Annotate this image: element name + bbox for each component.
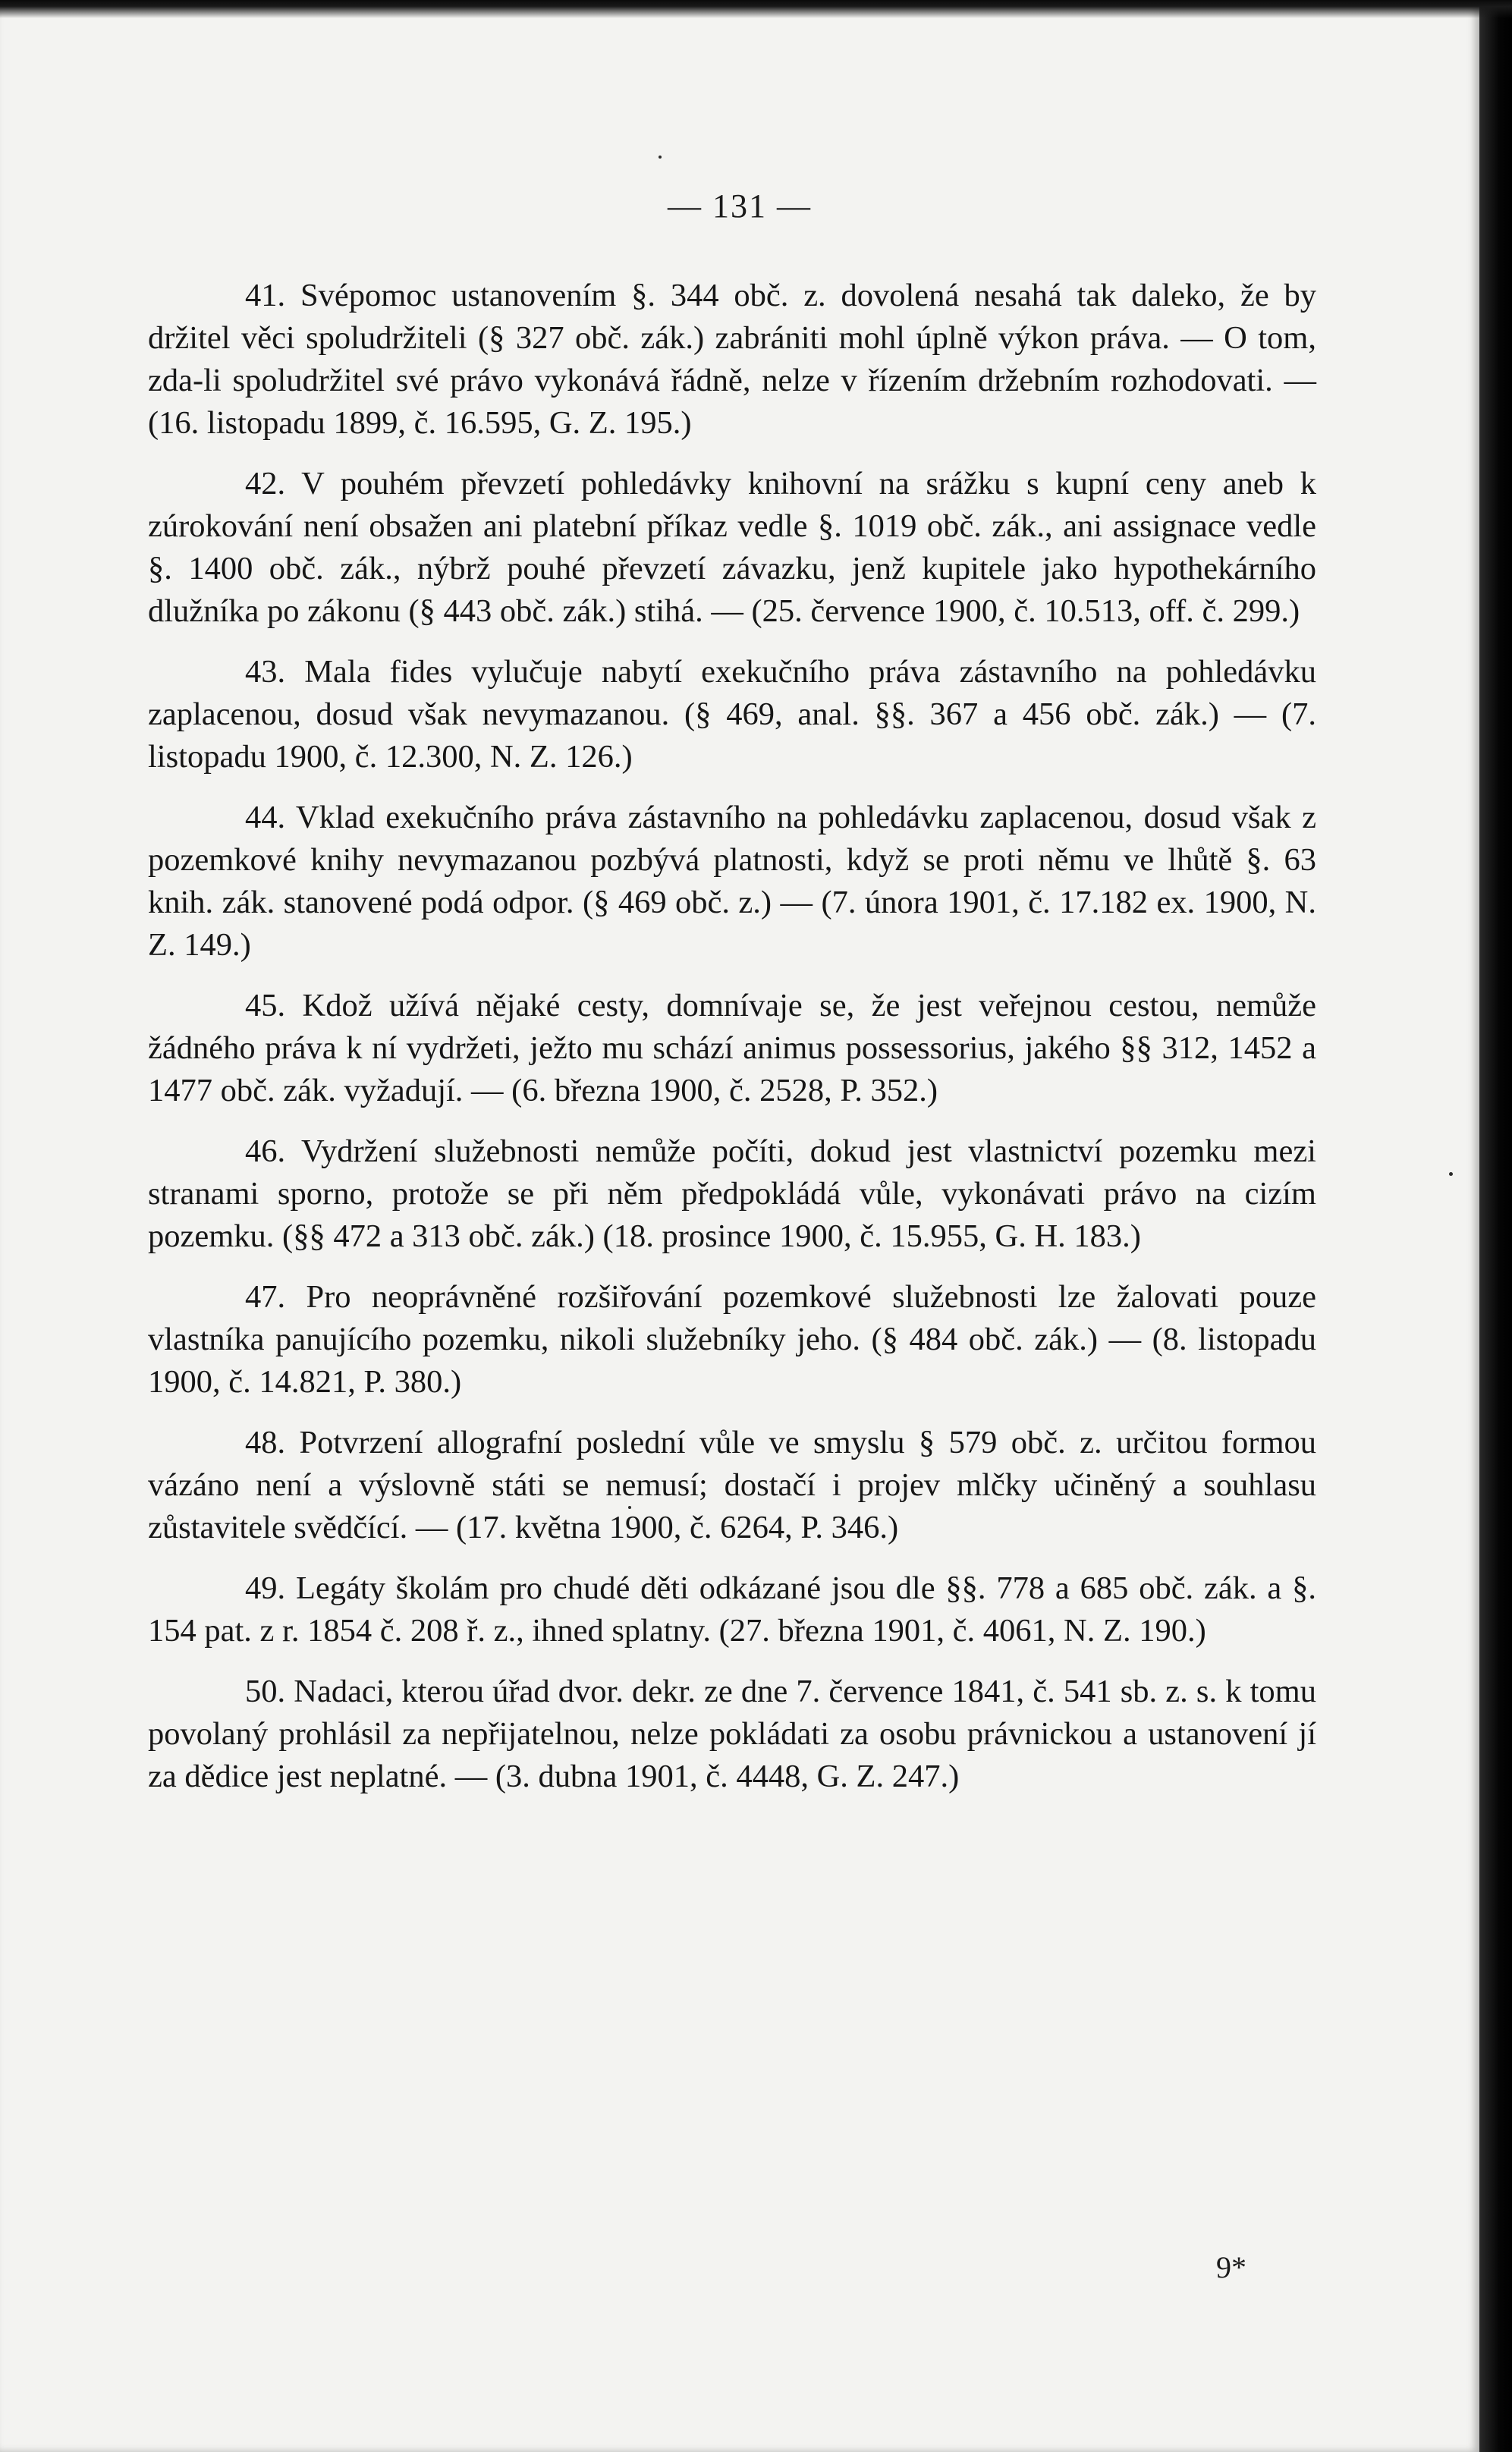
entry-49 [148, 1567, 1316, 1652]
entry-text: Vydržení služebnosti nemůže počíti, dokud jest vlastnictví pozemku mezi stranami sporno, protože se při něm předpokládá vůle, vykonávati právo na cizím pozemku. (§§ 472 a 313 obč. zák.) (18. prosince 1900, č. 15.955, G. H. 183.) [148, 1133, 1316, 1254]
entry-50 [148, 1671, 1316, 1798]
entry-text: Svépomoc ustanovením §. 344 obč. z. dovolená nesahá tak daleko, že by držitel věci spoludržiteli (§ 327 obč. zák.) zabrániti mohl úplně výkon práva. — O tom, zda-li spoludržitel své právo vykonává řádně, nelze v řízením držebním rozhodovati. — (16. listopadu 1899, č. 16.595, G. Z. 195.) [148, 278, 1317, 441]
entry-number: 44. [245, 800, 286, 835]
entry-text: V pouhém převzetí pohledávky knihovní na srážku s kupní ceny aneb k zúrokování není obsažen ani platební příkaz vedle §. 1019 obč. zák., ani assignace vedle §. 1400 obč. zák., nýbrž pouhé převzetí závazku, jenž kupitele jako hypothekárního dlužníka po zákonu (§ 443 obč. zák.) stihá. — (25. července 1900, č. 10.513, off. č. 299.) [148, 466, 1316, 629]
entry-number: 41. [245, 278, 286, 313]
entry-text: Kdož užívá nějaké cesty, domnívaje se, že jest veřejnou cestou, nemůže žádného práva k ní vydržeti, ježto mu schází animus possessorius, jakého §§ 312, 1452 a 1477 obč. zák. vyžadují. — (6. března 1900, č. 2528, P. 352.) [148, 988, 1317, 1108]
entry-48 [148, 1422, 1316, 1549]
entry-number: 48. [245, 1425, 286, 1460]
scan-speck [659, 156, 662, 159]
entry-number: 42. [245, 466, 286, 501]
entry-number: 43. [245, 654, 286, 690]
entry-47 [148, 1276, 1316, 1404]
entry-text: Potvrzení allografní poslední vůle ve smyslu § 579 obč. z. určitou formou vázáno není a výslovně státi se nemusí; dostačí i projev mlčky učiněný a souhlasu zůstavitele svědčící. — (17. května 1900, č. 6264, P. 346.) [148, 1425, 1316, 1545]
entry-42 [148, 463, 1316, 633]
entry-text: Nadaci, kterou úřad dvor. dekr. ze dne 7. července 1841, č. 541 sb. z. s. k tomu povolaný prohlásil za nepřijatelnou, nelze pokládati za osobu právnickou a ustanovení jí za dědice jest neplatné. — (3. dubna 1901, č. 4448, G. Z. 247.) [148, 1674, 1316, 1794]
entry-number: 50. [245, 1674, 286, 1709]
entry-number: 45. [245, 988, 286, 1023]
entry-text: Pro neoprávněné rozšiřování pozemkové služebnosti lze žalovati pouze vlastníka panujícího pozemku, nikoli služebníky jeho. (§ 484 obč. zák.) — (8. listopadu 1900, č. 14.821, P. 380.) [148, 1279, 1316, 1400]
page-edge-right [1479, 0, 1512, 2452]
entry-number: 47. [245, 1279, 286, 1315]
entry-41 [148, 275, 1316, 445]
entry-text: Vklad exekučního práva zástavního na pohledávku zaplacenou, dosud však z pozemkové knihy nevymazanou pozbývá platnosti, když se proti němu ve lhůtě §. 63 knih. zák. stanovené podá odpor. (§ 469 obč. z.) — (7. února 1901, č. 17.182 ex. 1900, N. Z. 149.) [148, 800, 1316, 963]
signature-mark: 9* [1216, 2250, 1246, 2284]
page-number-header: — 131 — [668, 187, 812, 225]
entry-text: Mala fides vylučuje nabytí exekučního práva zástavního na pohledávku zaplacenou, dosud však nevymazanou. (§ 469, anal. §§. 367 a 456 obč. zák.) — (7. listopadu 1900, č. 12.300, N. Z. 126.) [148, 654, 1316, 775]
scan-speck [628, 1506, 631, 1509]
entry-45 [148, 985, 1316, 1112]
entry-text: Legáty školám pro chudé děti odkázané jsou dle §§. 778 a 685 obč. zák. a §. 154 pat. z r. 1854 č. 208 ř. z., ihned splatny. (27. března 1901, č. 4061, N. Z. 190.) [148, 1570, 1316, 1649]
text-body [148, 275, 1316, 1816]
entry-number: 49. [245, 1570, 286, 1606]
entry-number: 46. [245, 1133, 286, 1169]
entry-46 [148, 1130, 1316, 1258]
page-edge-top [0, 0, 1512, 18]
scan-speck [1449, 1172, 1453, 1176]
entry-43 [148, 651, 1316, 778]
entry-44 [148, 797, 1316, 967]
